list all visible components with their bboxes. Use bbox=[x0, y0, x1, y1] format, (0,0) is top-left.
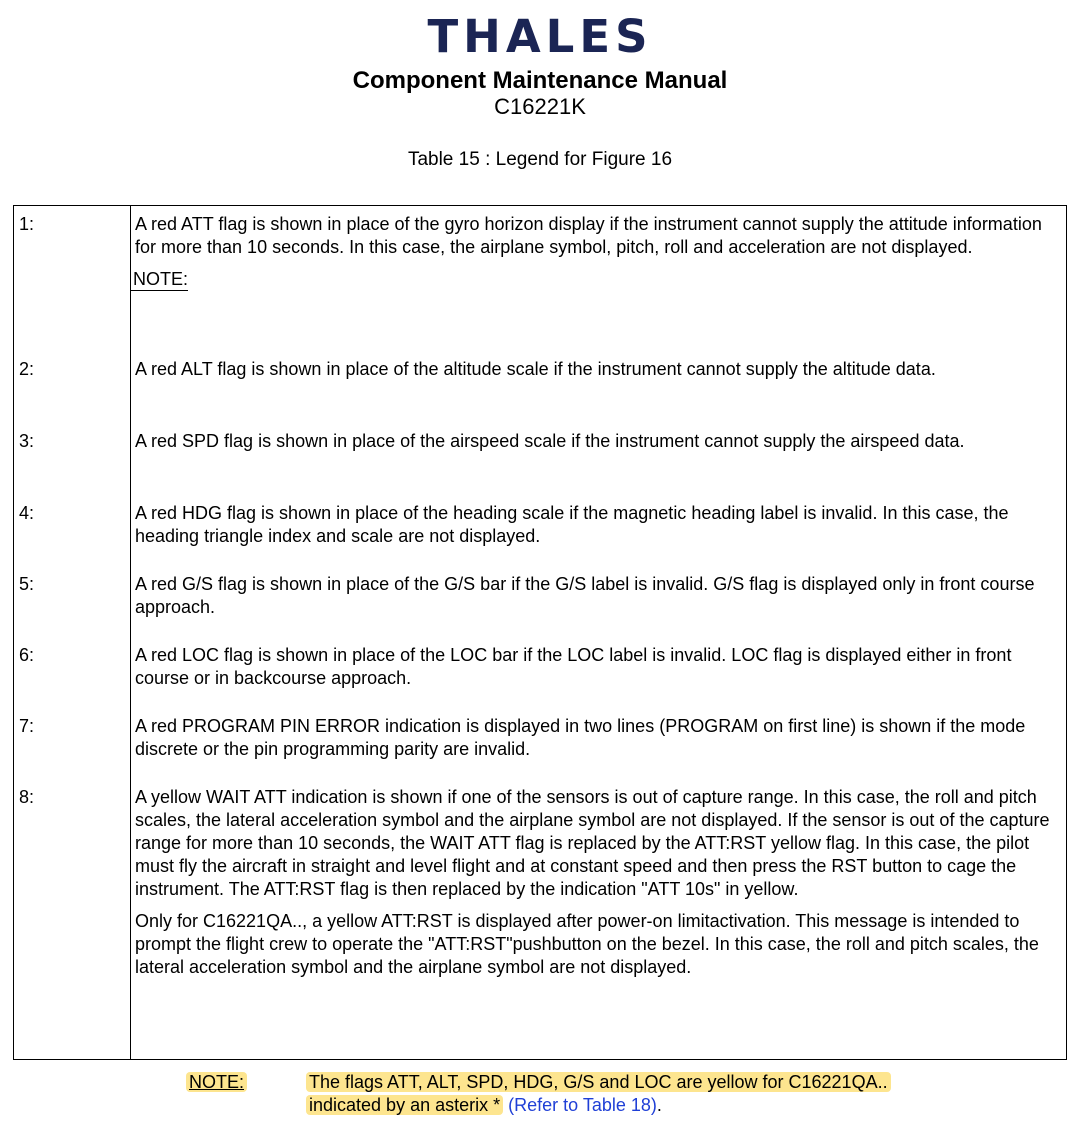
row-text bbox=[135, 213, 1057, 291]
table-caption: Table 15 : Legend for Figure 16 bbox=[407, 149, 673, 170]
row-number: 2: bbox=[19, 359, 35, 379]
row-description: A red G/S flag is shown in place of the G/S bar if the G/S label is invalid. G/S flag is displayed only in front course approach. bbox=[135, 574, 1035, 617]
row-number: 1: bbox=[19, 214, 35, 234]
footnote-line-2: indicated by an asterix * bbox=[306, 1095, 503, 1115]
row-number: 3: bbox=[19, 431, 35, 451]
row-description: A red SPD flag is shown in place of the airspeed scale if the instrument cannot supply the airspeed data. bbox=[135, 431, 965, 451]
table-reference-link[interactable]: (Refer to Table 18) bbox=[508, 1095, 657, 1115]
row-number: 4: bbox=[19, 503, 35, 523]
footnote-line-1: The flags ATT, ALT, SPD, HDG, G/S and LOC are yellow for C16221QA.. bbox=[306, 1072, 891, 1092]
row-description: A red LOC flag is shown in place of the LOC bar if the LOC label is invalid. LOC flag is displayed either in front course or in backcourse approach. bbox=[135, 645, 1012, 688]
row-note-label: NOTE: bbox=[130, 268, 188, 291]
row-number: 8: bbox=[19, 787, 35, 807]
thales-logo: THALES bbox=[427, 10, 653, 63]
row-description: A red ATT flag is shown in place of the gyro horizon display if the instrument cannot supply the attitude information for more than 10 seconds. In this case, the airplane symbol, pitch, roll and acceleration are not displayed. bbox=[135, 214, 1042, 257]
row-number: 6: bbox=[19, 645, 35, 665]
row-description: A red PROGRAM PIN ERROR indication is displayed in two lines (PROGRAM on first line) is shown if the mode discrete or the pin programming parity are invalid. bbox=[135, 716, 1026, 759]
row-number: 5: bbox=[19, 574, 35, 594]
row-text bbox=[135, 786, 1057, 979]
row-extra-paragraph: Only for C16221QA.., a yellow ATT:RST is displayed after power-on limitactivation. This message is intended to prompt the flight crew to operate the "ATT:RST"pushbutton on the bezel. In this case, the roll and pitch scales, the lateral acceleration symbol and the airplane symbol are not displayed. bbox=[135, 911, 1039, 977]
footnote-period: . bbox=[656, 1095, 662, 1115]
row-description: A red ALT flag is shown in place of the altitude scale if the instrument cannot supply the altitude data. bbox=[135, 359, 936, 379]
document-title: Component Maintenance Manual bbox=[352, 67, 728, 94]
row-description: A red HDG flag is shown in place of the heading scale if the magnetic heading label is invalid. In this case, the heading triangle index and scale are not displayed. bbox=[135, 503, 1009, 546]
row-description: A yellow WAIT ATT indication is shown if one of the sensors is out of capture range. In this case, the roll and pitch scales, the lateral acceleration symbol and the airplane symbol are not displayed. If the sensor is out of the capture range for more than 10 seconds, the WAIT ATT flag is replaced by the ATT:RST yellow flag. In this case, the pilot must fly the aircraft in straight and level flight and at constant speed and then press the RST button to cage the instrument. The ATT:RST flag is then replaced by the indication "ATT 10s" in yellow. bbox=[135, 787, 1050, 899]
row-number: 7: bbox=[19, 716, 35, 736]
footnote-label: NOTE: bbox=[186, 1072, 247, 1092]
document-code: C16221K bbox=[494, 94, 586, 119]
legend-table bbox=[13, 205, 1067, 1060]
column-divider bbox=[130, 206, 131, 1059]
